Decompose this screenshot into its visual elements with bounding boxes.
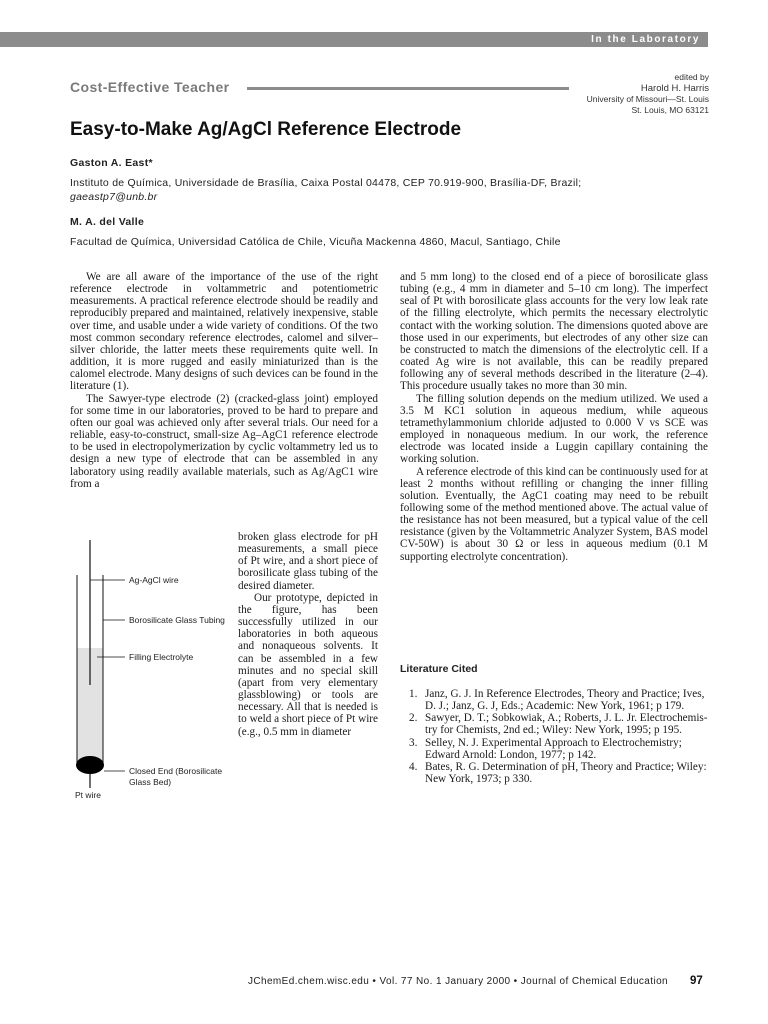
author-affiliation — [70, 176, 670, 204]
paragraph: broken glass electrode for pH measurements, a small piece of Pt wire, and a short piece of borosilicate glass tubing of the desired diameter. — [238, 531, 378, 592]
body-column-left — [70, 271, 378, 490]
affiliation-text: Instituto de Química, Universidade de Brasília, Caixa Postal 04478, CEP 70.919-900, Brasília-DF, Brazil; — [70, 177, 582, 189]
author-affiliation: Facultad de Química, Universidad Católica de Chile, Vicuña Mackenna 4860, Macul, Santiago, Chile — [70, 236, 561, 248]
column-label: Cost-Effective Teacher — [70, 79, 230, 95]
reference-item: 4. Bates, R. G. Determination of pH, Theory and Practice; Wiley: New York, 1973; p 330. — [409, 760, 707, 786]
paragraph: Our prototype, depicted in the figure, has been successfully utilized in our laboratories in both aqueous and nonaqueous solvents. It can be assembled in a few minutes and no special skill (apart from very elementary glassblowing) or tools are necessary. All that is needed is to weld a short piece of Pt wire (e.g., 0.5 mm in diameter — [238, 591, 378, 738]
page-footer — [0, 976, 708, 987]
footer-citation: JChemEd.chem.wisc.edu • Vol. 77 No. 1 January 2000 • Journal of Chemical Education — [247, 976, 668, 987]
article-title: Easy-to-Make Ag/AgCl Reference Electrode — [70, 119, 462, 140]
page-number: 97 — [690, 975, 703, 987]
editor-block — [587, 72, 709, 116]
electrode-diagram — [70, 540, 240, 805]
editor-city: St. Louis, MO 63121 — [631, 105, 709, 115]
paragraph: and 5 mm long) to the closed end of a piece of borosilicate glass tubing (e.g., 4 mm in diameter and 5–10 cm long). The imperfect seal of Pt with borosilicate glass accounts for the very low leak rate of the filling electrolyte, which permits the necessary electrolytic contact with the working solution. The dimensions quoted above are those used in our experiments, but electrodes of any other size can be constructed to match the dimensions of the electrolytic cell. If a coated Ag wire is not available, this can be readily prepared following any of several methods described in the literature (2–4). This procedure usually takes no more than 30 min. — [400, 271, 708, 393]
reference-item: 1. Janz, G. J. In Reference Electrodes, Theory and Practice; Ives, D. J.; Janz, G. J, Eds.; Academic: New York, 1961; p 179. — [409, 688, 705, 713]
reference-item: 2. Sawyer, D. T.; Sobkowiak, A.; Roberts, J. L. Jr. Electrochemistry for Chemists, 2nd ed.; Wiley: New York, 1995; p 195. — [409, 712, 708, 737]
section-tag: In the Laboratory — [583, 32, 704, 47]
figure-label-ag-wire: Ag-AgCl wire — [129, 575, 179, 585]
editor-name: Harold H. Harris — [640, 83, 709, 94]
column-rule — [247, 87, 569, 90]
references-list — [400, 688, 708, 785]
author-email[interactable]: gaeastp7@unb.br — [70, 191, 158, 203]
paragraph: We are all aware of the importance of the use of the right reference electrode in voltammetric and potentiometric measurements. A practical reference electrode should be readily and reproducibly prepared and maintained, relatively inexpensive, stable over time, and usable under a wide variety of conditions. Of the two most common secondary reference electrodes, calomel and silver–silver chloride, the latter meets these requirements quite well. In addition, it is more rugged and easily miniaturized than is the calomel electrode. Many designs of such devices can be found in the literature (1). — [70, 271, 378, 393]
paragraph: The filling solution depends on the medium utilized. We used a 3.5 M KC1 solution in aqueous medium, while aqueous tetramethylammonium chloride adjusted to 0.000 V vs SCE was employed in nonaqueous medium. In our work, the reference electrode was located inside a Luggin capillary containing the working solution. — [400, 392, 708, 466]
paragraph: A reference electrode of this kind can be continuously used for at least 2 months without refilling or changing the inner filling solution. Eventually, the AgC1 coating may need to be rebuilt following some of the method mentioned above. The actual value of the resistance has not been measured, but a typical value of the cell resistance (given by the Voltammetric Analyzer System, BAS model CV-50W) is about 30 Ω or less in aqueous medium (0.1 M supporting electrolyte concentration). — [400, 465, 708, 563]
edited-by-label: edited by — [674, 72, 709, 82]
paragraph: The Sawyer-type electrode (2) (cracked-glass joint) employed for some time in our laboratories, proved to be hard to prepare and often our goal was achieved only after several trials. Our need for a reliable, easy-to-construct, small-size Ag–AgC1 reference electrode to be used in electropolymerization by cyclic voltammetry led us to design a new type of electrode that can be assembled in any laboratory using readily available materials, such as Ag/AgC1 wire from a — [70, 392, 378, 490]
figure-label-pt-wire: Pt wire — [75, 790, 101, 800]
author-name: Gaston A. East* — [70, 157, 153, 169]
figure-label-closed-end: Closed End (Borosilicate — [129, 766, 223, 776]
closed-end-bulb — [76, 756, 104, 774]
body-column-right — [400, 271, 708, 563]
figure-label-electrolyte: Filling Electrolyte — [129, 652, 194, 662]
references-heading: Literature Cited — [400, 663, 478, 675]
body-column-left-narrow — [238, 531, 378, 738]
author-name: M. A. del Valle — [70, 216, 145, 228]
figure-label-tubing: Borosilicate Glass Tubing — [129, 615, 225, 625]
reference-item: 3. Selley, N. J. Experimental Approach to Electrochemistry; Edward Arnold: London, 1977; p 142. — [409, 736, 682, 761]
figure-label-closed-end-2: Glass Bed) — [129, 777, 172, 787]
editor-affiliation: University of Missouri—St. Louis — [586, 94, 709, 104]
electrode-figure — [70, 540, 240, 805]
